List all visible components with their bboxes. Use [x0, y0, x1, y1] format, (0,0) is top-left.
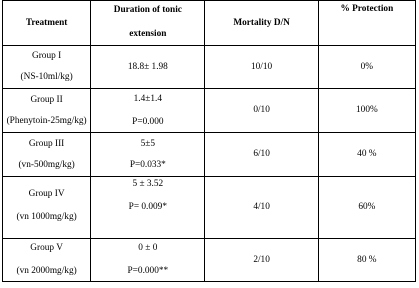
- group-name: Group V: [30, 243, 63, 254]
- protection-cell: 40 %: [318, 133, 415, 177]
- group-cell: [3, 177, 91, 239]
- p-value: P=0.000**: [127, 266, 169, 276]
- mortality-cell: 10/10: [205, 46, 318, 89]
- protection-cell: 100%: [318, 89, 415, 133]
- results-table: [2, 0, 416, 282]
- mortality-cell: 4/10: [205, 177, 318, 239]
- protection-cell: 0%: [318, 46, 415, 89]
- table-row: [3, 239, 416, 282]
- header-row: [3, 1, 416, 46]
- duration-value: 18.8± 1.98: [127, 61, 168, 72]
- group-name: Group I: [32, 51, 62, 62]
- mortality-cell: 0/10: [205, 89, 318, 133]
- header-duration-line1: Duration of tonic: [113, 5, 182, 15]
- header-duration-line2: extension: [129, 28, 167, 39]
- duration-value: 5 ± 3.52: [132, 179, 164, 189]
- header-protection: % Protection: [318, 1, 415, 46]
- header-treatment: Treatment: [3, 1, 91, 46]
- duration-value: 0 ± 0: [138, 243, 158, 254]
- duration-cell: [91, 89, 205, 133]
- group-cell: [3, 46, 91, 89]
- duration-cell: [91, 133, 205, 177]
- group-dose: (NS-10ml/kg): [20, 72, 73, 82]
- group-dose: (vn 2000mg/kg): [16, 266, 77, 276]
- group-cell: [3, 133, 91, 177]
- duration-value: 5±5: [140, 138, 156, 149]
- p-value: P= 0.009*: [128, 201, 167, 212]
- group-dose: (vn 1000mg/kg): [16, 211, 77, 222]
- duration-cell: [91, 177, 205, 239]
- header-duration: [91, 1, 205, 46]
- group-name: Group II: [30, 94, 63, 105]
- group-dose: (Phenytoin-25mg/kg): [6, 115, 87, 126]
- mortality-cell: 6/10: [205, 133, 318, 177]
- duration-cell: [91, 46, 205, 89]
- mortality-cell: 2/10: [205, 239, 318, 282]
- group-cell: [3, 239, 91, 282]
- group-dose: (vn-500mg/kg): [18, 159, 75, 170]
- group-name: Group III: [28, 138, 65, 149]
- group-cell: [3, 89, 91, 133]
- p-value: P=0.033*: [129, 159, 166, 170]
- table-row: [3, 46, 416, 89]
- group-name: Group IV: [28, 189, 65, 199]
- header-mortality: Mortality D/N: [205, 1, 318, 46]
- p-value: P=0.000: [132, 116, 164, 127]
- table-row: [3, 177, 416, 239]
- protection-cell: 80 %: [318, 239, 415, 282]
- duration-cell: [91, 239, 205, 282]
- table-row: [3, 133, 416, 177]
- table-row: [3, 89, 416, 133]
- protection-cell: 60%: [318, 177, 415, 239]
- duration-value: 1.4±1.4: [133, 93, 163, 104]
